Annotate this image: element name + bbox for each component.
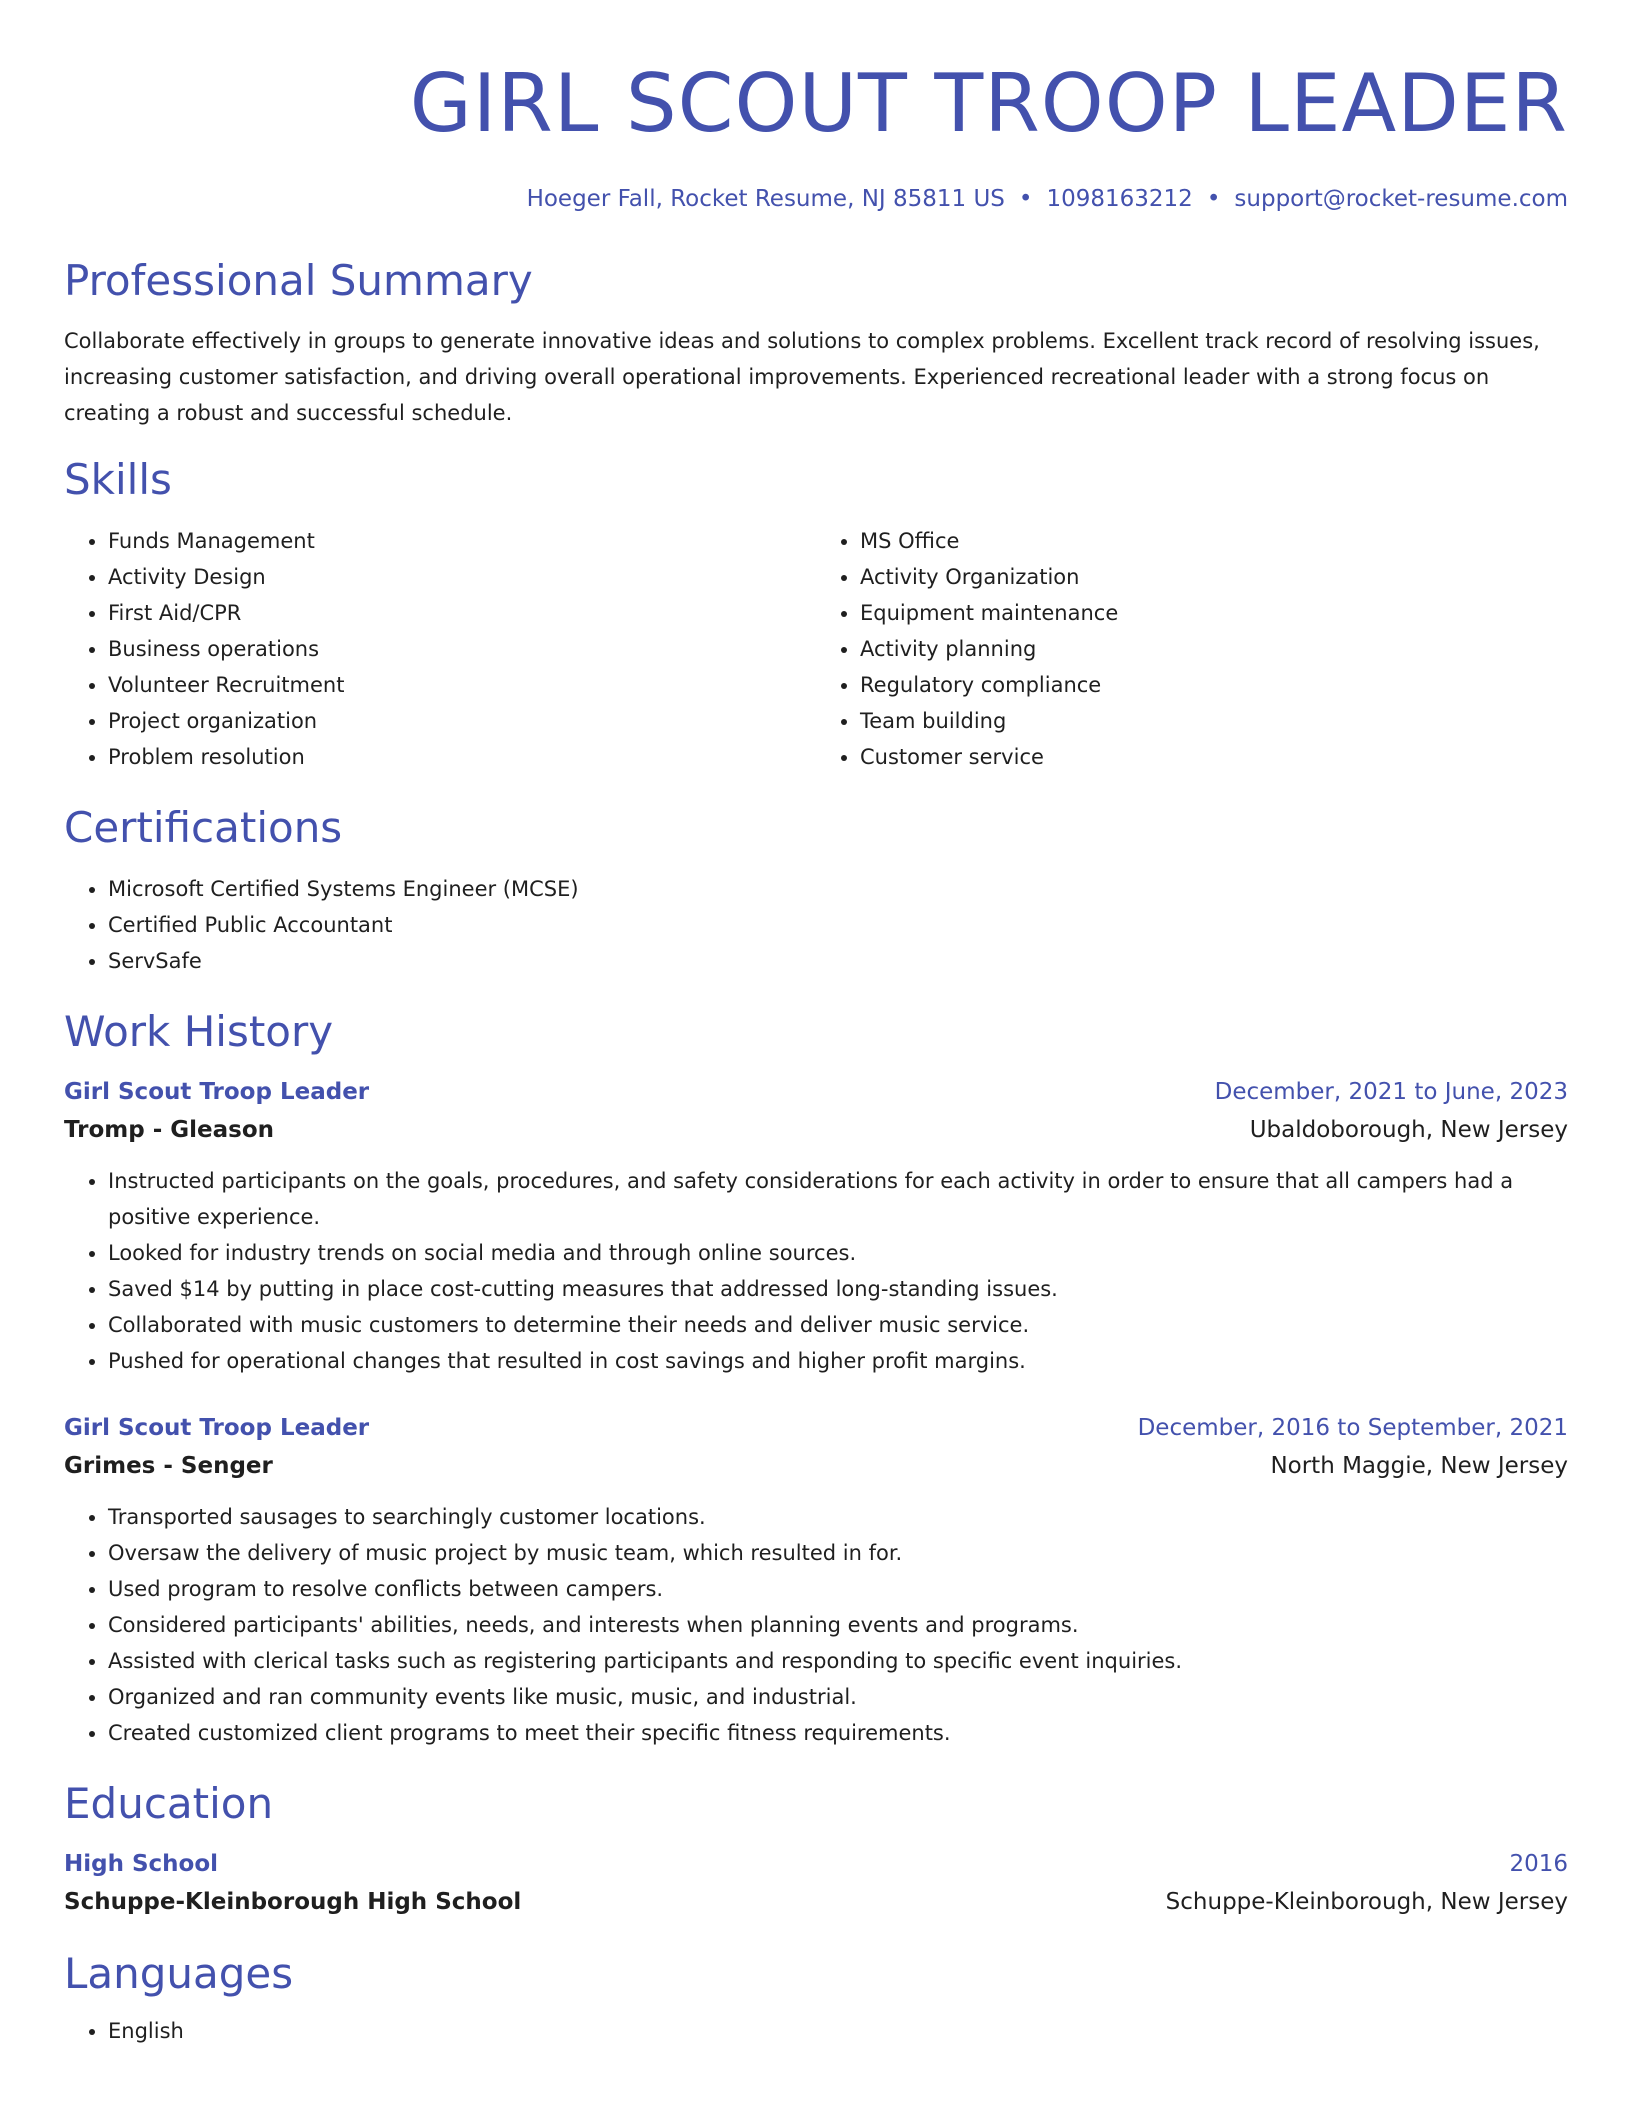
contact-phone: 1098163212 — [1046, 186, 1193, 212]
skill-item: • Equipment maintenance — [860, 595, 1568, 631]
education-location: Schuppe-Kleinborough, New Jersey — [1165, 1889, 1568, 1915]
job-bullet: • Pushed for operational changes that resulted in cost savings and higher profit margins. — [108, 1343, 1568, 1379]
education-title: Education — [64, 1779, 274, 1828]
education-degree: High School — [64, 1851, 219, 1877]
contact-separator: • — [1018, 186, 1033, 212]
summary-title: Professional Summary — [64, 256, 533, 305]
job-entry — [64, 1073, 1568, 1379]
contact-email: support@rocket-resume.com — [1234, 186, 1568, 212]
job-bullet: • Organized and ran community events like music, music, and industrial. — [108, 1679, 1568, 1715]
education-header — [64, 1845, 1568, 1883]
contact-separator: • — [1206, 186, 1221, 212]
contact-address: Hoeger Fall, Rocket Resume, NJ 85811 US — [526, 186, 1005, 212]
skill-item: • Funds Management — [108, 523, 816, 559]
job-bullet: • Collaborated with music customers to determine their needs and deliver music service. — [108, 1307, 1568, 1343]
skills-list — [64, 523, 1568, 775]
job-header — [64, 1409, 1568, 1447]
job-company: Grimes - Senger — [64, 1453, 273, 1479]
certification-item: • ServSafe — [108, 943, 1568, 979]
skill-item: • Regulatory compliance — [860, 667, 1568, 703]
job-subheader — [64, 1447, 1568, 1485]
contact-line — [64, 184, 1568, 214]
job-location: Ubaldoborough, New Jersey — [1249, 1117, 1568, 1143]
skills-title: Skills — [64, 455, 172, 504]
job-bullet: • Created customized client programs to meet their specific fitness requirements. — [108, 1715, 1568, 1751]
job-bullet: • Instructed participants on the goals, procedures, and safety considerations for each activity in order to ensure that all campers had a positive experience. — [108, 1163, 1568, 1235]
skills-right-column — [816, 523, 1568, 775]
job-header — [64, 1073, 1568, 1111]
job-bullet: • Looked for industry trends on social media and through online sources. — [108, 1235, 1568, 1271]
skill-item: • Team building — [860, 703, 1568, 739]
skill-item: • Project organization — [108, 703, 816, 739]
job-location: North Maggie, New Jersey — [1270, 1453, 1568, 1479]
job-bullets — [64, 1163, 1568, 1379]
skills-left-column — [64, 523, 816, 775]
job-title: Girl Scout Troop Leader — [64, 1415, 370, 1441]
job-bullet: • Transported sausages to searchingly customer locations. — [108, 1499, 1568, 1535]
languages-title: Languages — [64, 1949, 294, 1998]
summary-text: Collaborate effectively in groups to generate innovative ideas and solutions to complex problems. Excellent track record of resolving issues, increasing customer satisfaction, and driving overall operational improvements. Experienced recreational leader with a strong focus on creating a robust and successful schedule. — [64, 329, 1540, 425]
job-bullet: • Considered participants' abilities, needs, and interests when planning events and programs. — [108, 1607, 1568, 1643]
certification-item: • Certified Public Accountant — [108, 907, 1568, 943]
skill-item: • Customer service — [860, 739, 1568, 775]
certification-item: • Microsoft Certified Systems Engineer (MCSE) — [108, 871, 1568, 907]
education-year: 2016 — [1509, 1851, 1568, 1877]
skill-item: • Problem resolution — [108, 739, 816, 775]
language-item: • English — [108, 2013, 1568, 2049]
education-entry — [64, 1845, 1568, 1921]
skill-item: • Volunteer Recruitment — [108, 667, 816, 703]
job-bullets — [64, 1499, 1568, 1751]
work-history-title: Work History — [64, 1007, 334, 1056]
skill-item: • Business operations — [108, 631, 816, 667]
job-dates: December, 2021 to June, 2023 — [1214, 1079, 1568, 1105]
job-bullet: • Oversaw the delivery of music project by music team, which resulted in for. — [108, 1535, 1568, 1571]
resume-name: GIRL SCOUT TROOP LEADER — [409, 57, 1568, 150]
education-school: Schuppe-Kleinborough High School — [64, 1889, 522, 1915]
job-bullet: • Assisted with clerical tasks such as registering participants and responding to specific event inquiries. — [108, 1643, 1568, 1679]
skill-item: • MS Office — [860, 523, 1568, 559]
languages-list — [64, 2013, 1568, 2049]
job-title: Girl Scout Troop Leader — [64, 1079, 370, 1105]
certifications-title: Certifications — [64, 803, 343, 852]
skill-item: • First Aid/CPR — [108, 595, 816, 631]
skill-item: • Activity Design — [108, 559, 816, 595]
job-dates: December, 2016 to September, 2021 — [1137, 1415, 1568, 1441]
job-subheader — [64, 1111, 1568, 1149]
skill-item: • Activity planning — [860, 631, 1568, 667]
job-bullet: • Saved $14 by putting in place cost-cutting measures that addressed long-standing issues. — [108, 1271, 1568, 1307]
education-subheader — [64, 1883, 1568, 1921]
skill-item: • Activity Organization — [860, 559, 1568, 595]
job-company: Tromp - Gleason — [64, 1117, 275, 1143]
certifications-list — [64, 871, 1568, 979]
job-entry — [64, 1409, 1568, 1751]
job-bullet: • Used program to resolve conflicts between campers. — [108, 1571, 1568, 1607]
